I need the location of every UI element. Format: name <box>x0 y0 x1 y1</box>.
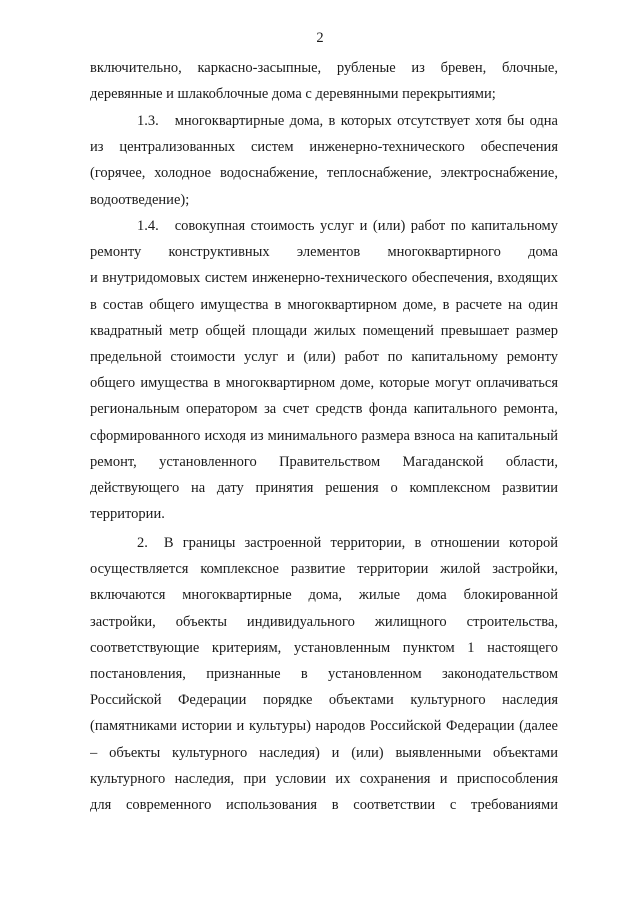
text-line <box>90 108 558 134</box>
text-line: – объекты культурного наследия) и (или) выявленными объектами <box>90 744 558 761</box>
item-number: 1.4. <box>137 218 159 234</box>
text-line: действующего на дату принятия решения о комплексном развитии <box>90 479 558 496</box>
text-line-content: В границы застроенной территории, в отношении которой <box>163 535 558 551</box>
text-line: территории. <box>90 506 165 523</box>
text-line: ремонт, установленного Правительством Магаданской области, <box>90 453 558 470</box>
item-number: 1.3. <box>137 113 159 129</box>
text-line: соответствующие критериям, установленным пунктом 1 настоящего <box>90 639 558 656</box>
text-line: предельной стоимости услуг и (или) работ по капитальному ремонту <box>90 348 558 365</box>
item-number: 2. <box>137 535 148 551</box>
paragraph-1-4 <box>90 213 558 527</box>
text-line: включаются многоквартирные дома, жилые дома блокированной <box>90 587 558 604</box>
text-line: для современного использования в соответствии с требованиями <box>90 796 558 813</box>
text-line: водоотведение); <box>90 191 190 208</box>
text-line: застройки, объекты индивидуального жилищного строительства, <box>90 613 558 630</box>
text-line: в состав общего имущества в многоквартирном доме, в расчете на один <box>90 296 558 313</box>
text-line: Российской Федерации порядке объектами культурного наследия <box>90 692 558 709</box>
text-line: осуществляется комплексное развитие территории жилой застройки, <box>90 561 558 578</box>
text-line: (памятниками истории и культуры) народов Российской Федерации (далее <box>90 718 558 735</box>
text-line: из централизованных систем инженерно-технического обеспечения <box>90 139 558 156</box>
text-line: региональным оператором за счет средств фонда капитального ремонта, <box>90 401 558 418</box>
paragraph-1-3 <box>90 108 558 213</box>
text-line: общего имущества в многоквартирном доме, которые могут оплачиваться <box>90 375 558 392</box>
text-line: квадратный метр общей площади жилых помещений превышает размер <box>90 322 558 339</box>
text-line-content: многоквартирные дома, в которых отсутствует хотя бы одна <box>174 113 558 129</box>
text-line: (горячее, холодное водоснабжение, теплоснабжение, электроснабжение, <box>90 165 558 182</box>
text-line: включительно, каркасно-засыпные, рубленые из бревен, блочные, <box>90 60 558 76</box>
text-line <box>90 530 558 556</box>
text-line: постановления, признанные в установленном законодательством <box>90 665 558 682</box>
text-line-content: совокупная стоимость услуг и (или) работ по капитальному <box>174 218 558 234</box>
text-line: культурного наследия, при условии их сохранения и приспособления <box>90 770 558 787</box>
text-line: ремонту конструктивных элементов многоквартирного дома <box>90 244 558 261</box>
page-number: 2 <box>316 30 324 46</box>
text-line <box>90 213 558 239</box>
text-line: деревянные и шлакоблочные дома с деревянными перекрытиями; <box>90 86 496 103</box>
intro-paragraph <box>90 55 558 107</box>
paragraph-2 <box>90 530 558 818</box>
text-line: сформированного исходя из минимального размера взноса на капитальный <box>90 427 558 444</box>
text-line: и внутридомовых систем инженерно-технического обеспечения, входящих <box>90 270 558 287</box>
